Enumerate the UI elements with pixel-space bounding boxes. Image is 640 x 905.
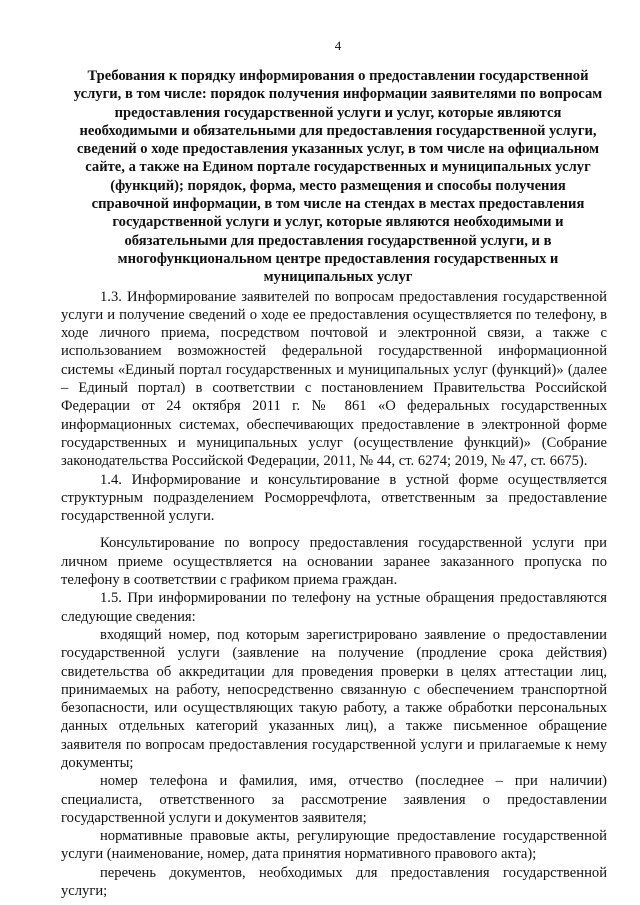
list-item-documents: перечень документов, необходимых для предоставления государственной услуги; — [61, 864, 607, 900]
paragraph-1-4: 1.4. Информирование и консультирование в устной форме осуществляется структурным подразделением Росморречфлота, ответственным за предоставление государственной услуги. — [61, 471, 607, 525]
section-heading: Требования к порядку информирования о предоставлении государственной услуги, в том числе: порядок получения информации заявителями по вопросам предоставления государственной услуги и услуг, которые являются необходимыми и обязательными для предоставления государственной услуги, сведений о ходе предоставления указанных услуг, в том числе на официальном сайте, а также на Едином портале государственных и муниципальных услуг (функций); порядок, форма, место размещения и способы получения справочной информации, в том числе на стендах в местах предоставления государственной услуги и услуг, которые являются необходимыми и обязательными для предоставления государственной услуги, и в многофункциональном центре предоставления государственных и муниципальных услуг — [73, 68, 603, 286]
paragraph-consultation: Консультирование по вопросу предоставления государственной услуги при личном приеме осуществляется на основании заранее заказанного пропуска по телефону в соответствии с графиком приема граждан. — [61, 535, 607, 589]
list-item-incoming-number: входящий номер, под которым зарегистрировано заявление о предоставлении государственной услуги (заявление на получение (продление срока действия) свидетельства об аккредитации для проведения проверки в целях аттестации лиц, принимаемых на работу, непосредственно связанную с обеспечением транспортной безопасности, или осуществляющих такую работу, а также обработки персональных данных отдельных категорий указанных лиц), а также письменное обращение заявителя по вопросам предоставления государственной услуги и прилагаемые к нему документы; — [61, 626, 607, 771]
paragraph-1-5: 1.5. При информировании по телефону на устные обращения предоставляются следующие сведения: — [61, 590, 607, 625]
page-number: 4 — [334, 38, 342, 53]
body-text — [61, 288, 607, 901]
list-item-specialist-contact: номер телефона и фамилия, имя, отчество (последнее – при наличии) специалиста, ответственного за рассмотрение заявления о предоставлении государственной услуги и документов заявителя; — [61, 773, 607, 826]
paragraph-1-3: 1.3. Информирование заявителей по вопросам предоставления государственной услуги и получение сведений о ходе ее предоставления осуществляется по телефону, в ходе личного приема, посредством почтовой и электронной связи, а также с использованием возможностей федеральной государственной информационной системы «Единый портал государственных и муниципальных услуг (функций)» (далее – Единый портал) в соответствии с постановлением Правительства Российской Федерации от 24 октября 2011 г. № 861 «О федеральных государственных информационных системах, обеспечивающих предоставление в электронной форме государственных и муниципальных услуг (осуществление функций)» (Собрание законодательства Российской Федерации, 2011, № 44, ст. 6274; 2019, № 47, ст. 6675). — [61, 288, 607, 470]
list-item-legal-acts: нормативные правовые акты, регулирующие предоставление государственной услуги (наименование, номер, дата принятия нормативного правового акта); — [61, 828, 607, 863]
